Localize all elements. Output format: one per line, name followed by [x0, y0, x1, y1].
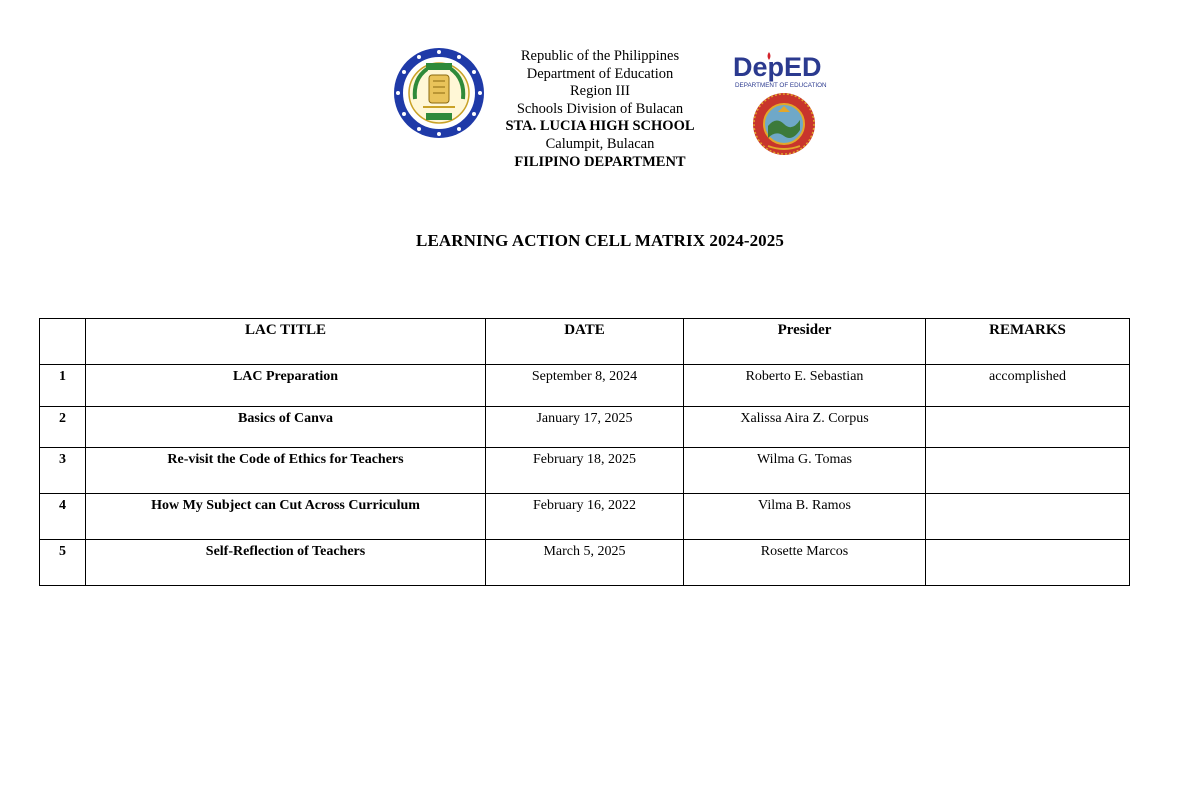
row-lac-title: Self-Reflection of Teachers	[86, 540, 486, 586]
header-line-location: Calumpit, Bulacan	[545, 135, 655, 152]
row-number: 1	[40, 365, 86, 407]
table-row	[40, 494, 1130, 540]
row-number: 5	[40, 540, 86, 586]
row-lac-title: Basics of Canva	[86, 407, 486, 448]
header-text-block	[470, 48, 730, 171]
deped-logo-subtext: DEPARTMENT OF EDUCATION	[735, 82, 827, 89]
row-date: September 8, 2024	[486, 365, 684, 407]
row-number: 3	[40, 448, 86, 494]
table-header-row	[40, 319, 1130, 365]
row-date: March 5, 2025	[486, 540, 684, 586]
lac-matrix-table	[39, 318, 1130, 586]
column-header-lac-title: LAC TITLE	[86, 319, 486, 365]
row-remarks: accomplished	[926, 365, 1130, 407]
row-remarks	[926, 407, 1130, 448]
header-line-division: Schools Division of Bulacan	[516, 100, 684, 117]
row-number: 4	[40, 494, 86, 540]
table-row	[40, 540, 1130, 586]
row-date: January 17, 2025	[486, 407, 684, 448]
table-row	[40, 448, 1130, 494]
deped-logo-text: DepED	[733, 52, 822, 82]
column-header-number	[40, 319, 86, 365]
row-date: February 16, 2022	[486, 494, 684, 540]
row-presider: Wilma G. Tomas	[684, 448, 926, 494]
header-line-region: Region III	[570, 83, 630, 100]
row-remarks	[926, 494, 1130, 540]
row-presider: Rosette Marcos	[684, 540, 926, 586]
row-number: 2	[40, 407, 86, 448]
row-date: February 18, 2025	[486, 448, 684, 494]
header-line-department-unit: FILIPINO DEPARTMENT	[514, 153, 686, 170]
header-line-school-name: STA. LUCIA HIGH SCHOOL	[505, 118, 695, 135]
row-remarks	[926, 448, 1130, 494]
column-header-remarks: REMARKS	[926, 319, 1130, 365]
row-presider: Xalissa Aira Z. Corpus	[684, 407, 926, 448]
row-lac-title: LAC Preparation	[86, 365, 486, 407]
division-seal-icon	[752, 92, 816, 156]
document-title: LEARNING ACTION CELL MATRIX 2024-2025	[416, 231, 784, 250]
table-row	[40, 365, 1130, 407]
row-lac-title: How My Subject can Cut Across Curriculum	[86, 494, 486, 540]
row-presider: Vilma B. Ramos	[684, 494, 926, 540]
column-header-date: DATE	[486, 319, 684, 365]
letterhead	[0, 44, 1200, 184]
table-row	[40, 407, 1130, 448]
deped-logo-icon	[733, 50, 837, 90]
column-header-presider: Presider	[684, 319, 926, 365]
row-lac-title: Re-visit the Code of Ethics for Teachers	[86, 448, 486, 494]
header-line-department: Department of Education	[526, 65, 674, 82]
row-presider: Roberto E. Sebastian	[684, 365, 926, 407]
row-remarks	[926, 540, 1130, 586]
header-line-republic: Republic of the Philippines	[520, 48, 680, 64]
